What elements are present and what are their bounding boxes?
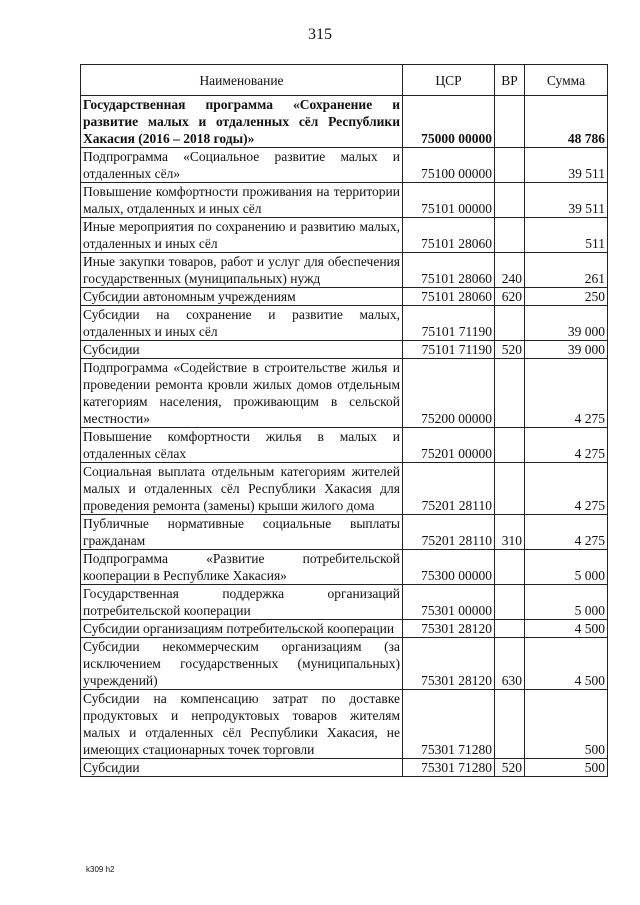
row-name: Повышение комфортности проживания на территории малых, отдаленных и иных сёл <box>81 183 403 218</box>
row-vr <box>495 585 525 620</box>
row-csr: 75000 00000 <box>403 96 495 148</box>
row-csr: 75101 28060 <box>403 253 495 288</box>
row-name: Субсидии организациям потребительской кооперации <box>81 620 403 638</box>
row-name: Повышение комфортности жилья в малых и отдаленных сёлах <box>81 428 403 463</box>
row-csr: 75101 71190 <box>403 341 495 359</box>
table-row <box>81 96 608 148</box>
row-vr <box>495 306 525 341</box>
row-name: Субсидии на сохранение и развитие малых, отдаленных и иных сёл <box>81 306 403 341</box>
table-body <box>81 96 608 777</box>
table-row <box>81 359 608 428</box>
row-vr <box>495 463 525 515</box>
row-sum: 500 <box>525 690 608 759</box>
row-vr <box>495 690 525 759</box>
table-row <box>81 218 608 253</box>
row-csr: 75101 00000 <box>403 183 495 218</box>
row-csr: 75300 00000 <box>403 550 495 585</box>
row-name: Субсидии некоммерческим организациям (за исключением государственных (муниципальных) учреждений) <box>81 638 403 690</box>
row-sum: 5 000 <box>525 550 608 585</box>
row-vr: 240 <box>495 253 525 288</box>
row-vr <box>495 183 525 218</box>
row-sum: 5 000 <box>525 585 608 620</box>
table-row <box>81 253 608 288</box>
table-row <box>81 341 608 359</box>
row-vr <box>495 359 525 428</box>
table-row <box>81 463 608 515</box>
row-csr: 75101 71190 <box>403 306 495 341</box>
row-sum: 4 500 <box>525 638 608 690</box>
row-name: Государственная программа «Сохранение и развитие малых и отдаленных сёл Республики Хакасия (2016 – 2018 годы)» <box>81 96 403 148</box>
row-name: Социальная выплата отдельным категориям жителей малых и отдаленных сёл Республики Хакасия для проведения ремонта (замены) крыши жилого дома <box>81 463 403 515</box>
row-csr: 75301 71280 <box>403 759 495 777</box>
footer-code: k309 h2 <box>86 865 115 874</box>
table-row <box>81 550 608 585</box>
row-vr: 520 <box>495 759 525 777</box>
row-sum: 4 275 <box>525 428 608 463</box>
row-sum: 4 275 <box>525 463 608 515</box>
header-csr: ЦСР <box>403 65 495 96</box>
row-vr <box>495 96 525 148</box>
row-csr: 75201 28110 <box>403 463 495 515</box>
row-name: Государственная поддержка организаций потребительской кооперации <box>81 585 403 620</box>
row-csr: 75301 28120 <box>403 620 495 638</box>
row-sum: 4 275 <box>525 359 608 428</box>
row-vr <box>495 148 525 183</box>
row-name: Субсидии <box>81 759 403 777</box>
row-sum: 4 500 <box>525 620 608 638</box>
table-row <box>81 690 608 759</box>
table-row <box>81 306 608 341</box>
row-sum: 500 <box>525 759 608 777</box>
row-sum: 261 <box>525 253 608 288</box>
table-row <box>81 620 608 638</box>
table-row <box>81 638 608 690</box>
table-row <box>81 183 608 218</box>
row-name: Публичные нормативные социальные выплаты гражданам <box>81 515 403 550</box>
row-vr <box>495 550 525 585</box>
budget-table <box>80 64 608 777</box>
row-csr: 75301 00000 <box>403 585 495 620</box>
header-vr: ВР <box>495 65 525 96</box>
row-name: Подпрограмма «Социальное развитие малых и отдаленных сёл» <box>81 148 403 183</box>
row-sum: 39 000 <box>525 306 608 341</box>
row-name: Субсидии на компенсацию затрат по доставке продуктовых и непродуктовых товаров жителям малых и отдаленных сёл Республики Хакасия, не имеющих стационарных точек торговли <box>81 690 403 759</box>
row-vr <box>495 428 525 463</box>
row-csr: 75201 00000 <box>403 428 495 463</box>
table-row <box>81 288 608 306</box>
table-header <box>81 65 608 96</box>
row-sum: 4 275 <box>525 515 608 550</box>
row-name: Субсидии автономным учреждениям <box>81 288 403 306</box>
row-vr <box>495 620 525 638</box>
row-sum: 48 786 <box>525 96 608 148</box>
row-vr: 520 <box>495 341 525 359</box>
row-sum: 39 511 <box>525 183 608 218</box>
table-row <box>81 759 608 777</box>
row-sum: 39 511 <box>525 148 608 183</box>
page-number: 315 <box>308 26 332 43</box>
row-name: Подпрограмма «Содействие в строительстве жилья и проведении ремонта кровли жилых домов отдельным категориям населения, проживающим в сельской местности» <box>81 359 403 428</box>
table-row <box>81 585 608 620</box>
row-name: Субсидии <box>81 341 403 359</box>
row-vr <box>495 218 525 253</box>
row-csr: 75200 00000 <box>403 359 495 428</box>
row-sum: 250 <box>525 288 608 306</box>
row-vr: 310 <box>495 515 525 550</box>
row-csr: 75101 28060 <box>403 218 495 253</box>
row-name: Подпрограмма «Развитие потребительской кооперации в Республике Хакасия» <box>81 550 403 585</box>
row-csr: 75101 28060 <box>403 288 495 306</box>
row-csr: 75301 28120 <box>403 638 495 690</box>
row-vr: 630 <box>495 638 525 690</box>
row-sum: 511 <box>525 218 608 253</box>
header-name: Наименование <box>81 65 403 96</box>
header-sum: Сумма <box>525 65 608 96</box>
row-name: Иные закупки товаров, работ и услуг для обеспечения государственных (муниципальных) нужд <box>81 253 403 288</box>
row-sum: 39 000 <box>525 341 608 359</box>
table-row <box>81 428 608 463</box>
table-row <box>81 148 608 183</box>
table-row <box>81 515 608 550</box>
row-csr: 75100 00000 <box>403 148 495 183</box>
row-csr: 75301 71280 <box>403 690 495 759</box>
row-csr: 75201 28110 <box>403 515 495 550</box>
row-vr: 620 <box>495 288 525 306</box>
row-name: Иные мероприятия по сохранению и развитию малых, отдаленных и иных сёл <box>81 218 403 253</box>
